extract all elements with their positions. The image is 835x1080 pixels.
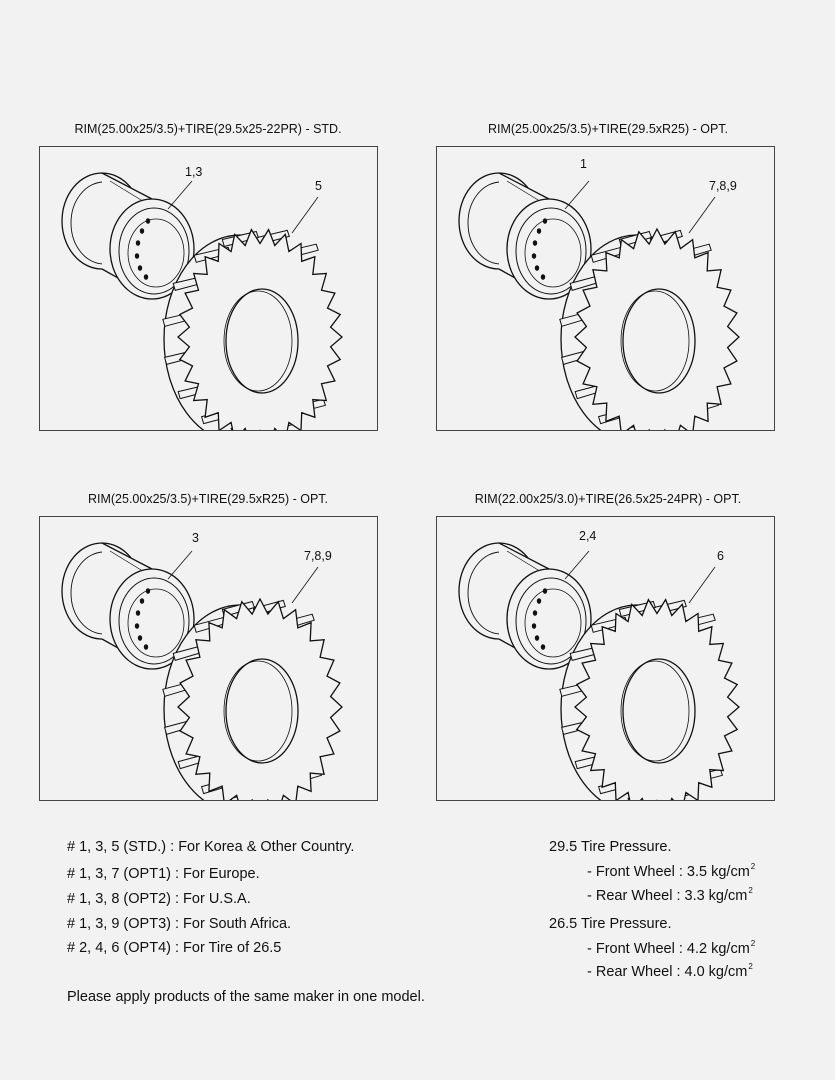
panel-title-opt-r25-b: RIM(25.00x25/3.5)+TIRE(29.5xR25) - OPT.	[87, 492, 329, 506]
rim-callout: 2,4	[579, 529, 597, 543]
bolt-hole	[537, 228, 541, 234]
wheel-assembly-illustration	[40, 147, 377, 430]
rim-leader-line	[565, 551, 589, 579]
tire-leader-line	[292, 197, 318, 233]
tire-bead-opening	[623, 659, 695, 763]
pressure-295-front	[587, 862, 755, 880]
bolt-hole	[146, 588, 150, 594]
bolt-hole	[532, 623, 536, 629]
superscript-2: 2	[748, 962, 753, 971]
wheel-panel-opt-r25-b	[39, 516, 378, 801]
tire-callout: 7,8,9	[709, 179, 737, 193]
tire-bead-opening	[226, 659, 298, 763]
tire-callout: 7,8,9	[304, 549, 332, 563]
tire-leader-line	[292, 567, 318, 603]
bolt-hole	[537, 598, 541, 604]
wheel-panel-std	[39, 146, 378, 431]
pressure-265-title: 26.5 Tire Pressure.	[549, 916, 672, 932]
tire-callout: 5	[315, 179, 322, 193]
pressure-value: - Rear Wheel : 4.0 kg/cm	[587, 964, 748, 980]
pressure-295-rear	[587, 886, 753, 904]
bolt-hole	[533, 610, 537, 616]
rim-callout: 1,3	[185, 165, 203, 179]
wheel-panel-opt-r25-a	[436, 146, 775, 431]
bolt-hole	[135, 623, 139, 629]
bolt-hole	[533, 240, 537, 246]
option-note-opt1: # 1, 3, 7 (OPT1) : For Europe.	[67, 866, 260, 882]
pressure-295-title: 29.5 Tire Pressure.	[549, 839, 672, 855]
bolt-hole	[535, 635, 539, 641]
superscript-2: 2	[750, 939, 756, 948]
bolt-hole	[138, 635, 142, 641]
tire-leader-line	[689, 567, 715, 603]
option-note-opt4: # 2, 4, 6 (OPT4) : For Tire of 26.5	[67, 940, 282, 956]
rim-leader-line	[565, 181, 589, 209]
option-note-opt2: # 1, 3, 8 (OPT2) : For U.S.A.	[67, 891, 251, 907]
bolt-hole	[543, 218, 547, 224]
bolt-hole	[144, 274, 148, 280]
panel-title-std: RIM(25.00x25/3.5)+TIRE(29.5x25-22PR) - STD.	[74, 122, 342, 136]
superscript-2: 2	[750, 862, 756, 871]
wheel-panel-opt-265	[436, 516, 775, 801]
bolt-hole	[135, 253, 139, 259]
pressure-value: - Front Wheel : 4.2 kg/cm	[587, 941, 750, 957]
option-note-opt3: # 1, 3, 9 (OPT3) : For South Africa.	[67, 916, 292, 932]
tire-leader-line	[689, 197, 715, 233]
pressure-value: - Front Wheel : 3.5 kg/cm	[587, 864, 750, 880]
rim-callout: 1	[580, 157, 587, 171]
rim-callout: 3	[192, 531, 199, 545]
rim-leader-line	[168, 181, 192, 209]
option-note-std: # 1, 3, 5 (STD.) : For Korea & Other Country.	[67, 839, 355, 855]
pressure-value: - Rear Wheel : 3.3 kg/cm	[587, 888, 748, 904]
pressure-265-rear	[587, 962, 753, 980]
bolt-hole	[541, 644, 545, 650]
panel-title-opt-265: RIM(22.00x25/3.0)+TIRE(26.5x25-24PR) - OPT.	[474, 492, 742, 506]
bolt-hole	[136, 240, 140, 246]
bolt-hole	[543, 588, 547, 594]
bolt-hole	[535, 265, 539, 271]
bolt-hole	[136, 610, 140, 616]
tire-callout: 6	[717, 549, 724, 563]
bolt-hole	[541, 274, 545, 280]
bolt-hole	[140, 598, 144, 604]
bolt-hole	[144, 644, 148, 650]
tire-bead-opening	[226, 289, 298, 393]
superscript-2: 2	[748, 886, 753, 895]
tire-bead-opening	[623, 289, 695, 393]
bolt-hole	[146, 218, 150, 224]
panel-title-opt-r25-a: RIM(25.00x25/3.5)+TIRE(29.5xR25) - OPT.	[487, 122, 729, 136]
rim-leader-line	[168, 551, 192, 579]
bolt-hole	[532, 253, 536, 259]
bolt-hole	[138, 265, 142, 271]
footer-note: Please apply products of the same maker in one model.	[67, 989, 425, 1005]
bolt-hole	[140, 228, 144, 234]
pressure-265-front	[587, 939, 755, 957]
